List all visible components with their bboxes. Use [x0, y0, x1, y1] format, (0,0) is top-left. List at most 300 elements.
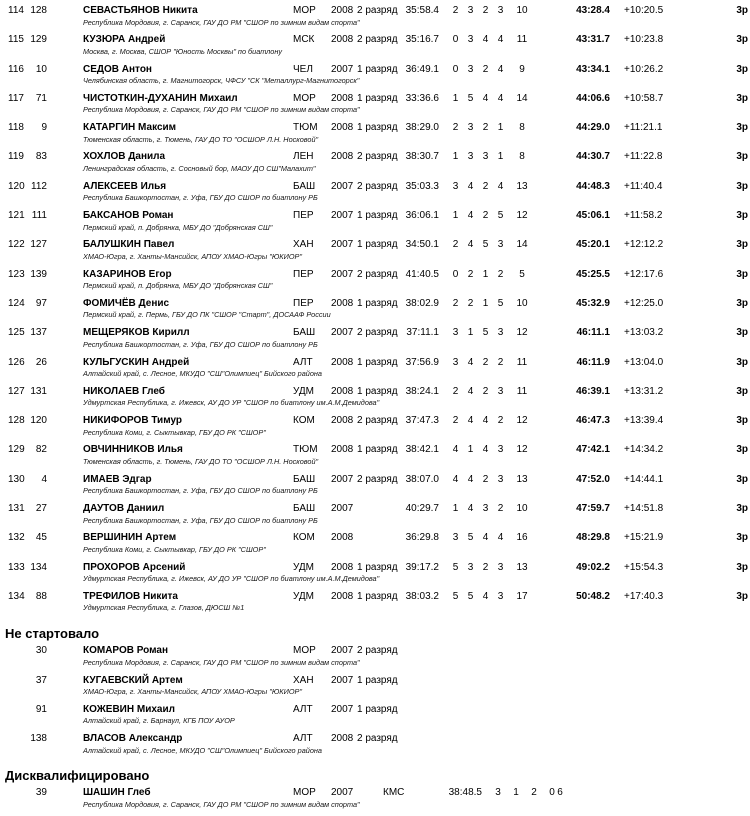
- birth-year: 2008: [331, 532, 354, 544]
- shooting-3: 3: [482, 151, 489, 163]
- result-time: 43:34.1: [576, 63, 610, 75]
- region-code: ТЮМ: [293, 444, 318, 456]
- sport-rank: 1 разряд: [357, 63, 398, 75]
- athlete-name: ФОМИЧЁВ Денис: [83, 297, 170, 309]
- bib-cell: 138: [30, 733, 47, 745]
- shooting-4: 4: [497, 63, 504, 75]
- shooting-2: 5: [467, 532, 474, 544]
- birth-year: 2008: [331, 561, 354, 573]
- shooting-1: 2: [452, 297, 459, 309]
- shooting-4: 2: [497, 503, 504, 515]
- bib-cell: 83: [35, 151, 47, 163]
- sport-rank: 1 разряд: [357, 297, 398, 309]
- birth-year: 2008: [331, 590, 354, 602]
- shooting-4: 0: [549, 787, 555, 799]
- gap-to-leader: +17:40.3: [624, 590, 664, 602]
- sport-rank: КМС: [383, 787, 405, 799]
- shooting-2: 3: [467, 63, 474, 75]
- awarded-rank: 3р: [736, 356, 748, 368]
- shooting-3: 4: [482, 590, 489, 602]
- sport-rank: 1 разряд: [357, 239, 398, 251]
- club-line: ХМАО-Югра, г. Ханты-Мансийск, АПОУ ХМАО-Югры "ЮКИОР": [83, 687, 302, 697]
- club-line: Ленинградская область, г. Сосновый бор, МАОУ ДО СШ"Малахит": [83, 163, 316, 173]
- shooting-3: 2: [482, 356, 489, 368]
- club-line: Тюменская область, г. Тюмень, ГАУ ДО ТО "ОСШОР Л.Н. Носковой": [83, 134, 319, 144]
- course-time: 35:58.4: [405, 5, 439, 16]
- awarded-rank: 3р: [736, 92, 748, 104]
- result-row: [0, 473, 750, 502]
- misses-total: 14: [516, 239, 528, 251]
- sport-rank: 1 разряд: [357, 561, 398, 573]
- region-code: АЛТ: [293, 703, 313, 715]
- awarded-rank: 3р: [736, 561, 748, 573]
- club-line: Тюменская область, г. Тюмень, ГАУ ДО ТО "ОСШОР Л.Н. Носковой": [83, 456, 319, 466]
- athlete-name: АЛЕКСЕЕВ Илья: [83, 180, 167, 192]
- region-code: БАШ: [293, 180, 316, 192]
- bib-cell: 71: [35, 92, 47, 104]
- result-time: 46:11.1: [576, 327, 610, 339]
- shooting-2: 4: [467, 356, 474, 368]
- region-code: ХАН: [293, 674, 314, 686]
- club-line: Удмуртская Республика, г. Ижевск, АУ ДО УР "СШОР по биатлону им.А.М.Демидова": [83, 574, 380, 584]
- gap-to-leader: +10:20.5: [624, 5, 664, 16]
- course-time: 36:06.1: [405, 210, 439, 222]
- athlete-name: ШАШИН Глеб: [83, 787, 151, 799]
- sport-rank: 1 разряд: [357, 356, 398, 368]
- shooting-2: 3: [467, 151, 474, 163]
- shooting-3: 1: [482, 268, 489, 280]
- result-time: 44:29.0: [576, 122, 610, 134]
- club-line: Челябинская область, г. Магнитогорск, ЧФСУ "СК "Металлург-Магнитогорск": [83, 76, 360, 86]
- sport-rank: 1 разряд: [357, 92, 398, 104]
- birth-year: 2008: [331, 122, 354, 134]
- bib-cell: 45: [35, 532, 47, 544]
- athlete-name: КАЗАРИНОВ Егор: [83, 268, 172, 280]
- awarded-rank: 3р: [736, 297, 748, 309]
- misses-total: 8: [519, 151, 525, 163]
- sport-rank: 2 разряд: [357, 473, 398, 485]
- sport-rank: 1 разряд: [357, 590, 398, 602]
- shooting-1: 3: [452, 356, 459, 368]
- place-cell: 118: [8, 122, 24, 134]
- shooting-1: 0: [452, 34, 459, 46]
- sport-rank: 1 разряд: [357, 210, 398, 222]
- athlete-name: ВЕРШИНИН Артем: [83, 532, 177, 544]
- region-code: УДМ: [293, 561, 315, 573]
- gap-to-leader: +13:04.0: [624, 356, 664, 368]
- region-code: МОР: [293, 5, 316, 16]
- course-time: 35:16.7: [405, 34, 439, 46]
- place-cell: 117: [8, 92, 24, 104]
- result-time: 47:42.1: [576, 444, 610, 456]
- result-row: [0, 209, 750, 238]
- shooting-2: 3: [467, 122, 474, 134]
- bib-cell: 127: [30, 239, 47, 251]
- shooting-2: 1: [467, 444, 474, 456]
- bib-cell: 97: [35, 297, 47, 309]
- gap-to-leader: +14:34.2: [624, 444, 664, 456]
- dns-row: [0, 732, 750, 761]
- result-time: 46:39.1: [576, 385, 610, 397]
- result-row: [0, 238, 750, 267]
- course-time: 36:29.8: [405, 532, 439, 544]
- course-time: 38:42.1: [405, 444, 439, 456]
- bib-cell: 131: [30, 385, 47, 397]
- gap-to-leader: +13:03.2: [624, 327, 664, 339]
- bib-cell: 4: [41, 473, 47, 485]
- birth-year: 2008: [331, 34, 354, 46]
- bib-cell: 129: [30, 34, 47, 46]
- result-row: [0, 590, 750, 619]
- place-cell: 120: [8, 180, 25, 192]
- dsq-row: [0, 786, 750, 815]
- sport-rank: 2 разряд: [357, 34, 398, 46]
- sport-rank: 2 разряд: [357, 645, 398, 657]
- shooting-4: 1: [497, 122, 504, 134]
- shooting-4: 2: [497, 415, 504, 427]
- result-row: [0, 33, 750, 62]
- club-line: Пермский край, п. Добрянка, МБУ ДО "Добрянская СШ": [83, 281, 273, 291]
- bib-cell: 39: [35, 787, 47, 799]
- awarded-rank: 3р: [736, 34, 748, 46]
- result-row: [0, 150, 750, 179]
- dsq-list: [0, 786, 750, 815]
- awarded-rank: 3р: [736, 5, 748, 16]
- shooting-4: 5: [497, 297, 504, 309]
- misses-total: 11: [516, 34, 528, 46]
- place-cell: 129: [8, 444, 25, 456]
- birth-year: 2008: [331, 151, 354, 163]
- result-row: [0, 443, 750, 472]
- result-row: [0, 268, 750, 297]
- dns-row: [0, 703, 750, 732]
- region-code: ХАН: [293, 239, 314, 251]
- course-time: 35:03.3: [405, 180, 439, 192]
- place-cell: 130: [8, 473, 25, 485]
- misses-total: 9: [519, 63, 525, 75]
- region-code: АЛТ: [293, 356, 313, 368]
- result-row: [0, 414, 750, 443]
- result-row: [0, 561, 750, 590]
- place-cell: 132: [8, 532, 25, 544]
- result-time: 44:30.7: [576, 151, 610, 163]
- region-code: БАШ: [293, 327, 316, 339]
- result-time: 47:52.0: [576, 473, 610, 485]
- course-time: 40:29.7: [405, 503, 439, 515]
- misses-total: 12: [516, 327, 528, 339]
- result-time: 46:11.9: [576, 356, 610, 368]
- bib-cell: 139: [30, 268, 47, 280]
- athlete-name: ХОХЛОВ Данила: [83, 151, 166, 163]
- shooting-1: 0: [452, 63, 459, 75]
- gap-to-leader: +11:40.4: [624, 180, 663, 192]
- birth-year: 2007: [331, 787, 354, 799]
- misses-total: 13: [516, 561, 528, 573]
- awarded-rank: 3р: [736, 63, 748, 75]
- place-cell: 126: [8, 356, 25, 368]
- shooting-4: 2: [497, 356, 504, 368]
- bib-cell: 120: [30, 415, 47, 427]
- athlete-name: БАЛУШКИН Павел: [83, 239, 175, 251]
- shooting-4: 1: [497, 151, 504, 163]
- shooting-4: 3: [497, 385, 504, 397]
- shooting-1: 3: [495, 787, 501, 799]
- shooting-1: 2: [452, 385, 459, 397]
- region-code: БАШ: [293, 473, 316, 485]
- shooting-4: 4: [497, 34, 504, 46]
- athlete-name: КАТАРГИН Максим: [83, 122, 177, 134]
- result-row: [0, 121, 750, 150]
- club-line: Алтайский край, с. Лесное, МКУДО "СШ"Олимпиец" Бийского района: [83, 369, 322, 379]
- shooting-2: 1: [513, 787, 519, 799]
- shooting-2: 2: [467, 297, 474, 309]
- bib-cell: 112: [31, 180, 47, 192]
- place-cell: 124: [8, 297, 25, 309]
- sport-rank: 1 разряд: [357, 122, 398, 134]
- sport-rank: 2 разряд: [357, 327, 398, 339]
- birth-year: 2007: [331, 63, 354, 75]
- shooting-2: 4: [467, 415, 474, 427]
- shooting-3: 2: [482, 385, 489, 397]
- bib-cell: 82: [35, 444, 47, 456]
- misses-total: 12: [516, 444, 528, 456]
- misses-total: 10: [516, 503, 528, 515]
- course-time: 38:02.9: [405, 297, 439, 309]
- gap-to-leader: +11:21.1: [624, 122, 663, 134]
- bib-cell: 9: [41, 122, 47, 134]
- sport-rank: 2 разряд: [357, 180, 398, 192]
- misses-total: 10: [516, 5, 528, 16]
- birth-year: 2007: [331, 239, 354, 251]
- birth-year: 2007: [331, 210, 354, 222]
- result-time: 45:20.1: [576, 239, 610, 251]
- gap-to-leader: +12:12.2: [624, 239, 664, 251]
- shooting-3: 4: [482, 444, 489, 456]
- result-time: 44:48.3: [576, 180, 610, 192]
- awarded-rank: 3р: [736, 385, 748, 397]
- result-row: [0, 502, 750, 531]
- gap-to-leader: +10:23.8: [624, 34, 664, 46]
- birth-year: 2008: [331, 415, 354, 427]
- misses-total: 12: [516, 210, 528, 222]
- shooting-3: 4: [482, 34, 489, 46]
- athlete-name: НИКИФОРОВ Тимур: [83, 415, 183, 427]
- shooting-3: 2: [482, 63, 489, 75]
- athlete-name: КОЖЕВИН Михаил: [83, 703, 175, 715]
- shooting-1: 5: [452, 561, 459, 573]
- course-time: 37:56.9: [405, 356, 439, 368]
- course-time: 38:07.0: [405, 473, 439, 485]
- shooting-1: 4: [452, 444, 459, 456]
- awarded-rank: 3р: [736, 239, 748, 251]
- region-code: КОМ: [293, 532, 315, 544]
- athlete-name: КУЛЬГУСКИН Андрей: [83, 356, 190, 368]
- club-line: Республика Мордовия, г. Саранск, ГАУ ДО РМ "СШОР по зимним видам спорта": [83, 105, 360, 115]
- shooting-2: 1: [467, 327, 474, 339]
- awarded-rank: 3р: [736, 122, 748, 134]
- place-cell: 116: [8, 63, 24, 75]
- club-line: ХМАО-Югра, г. Ханты-Мансийск, АПОУ ХМАО-Югры "ЮКИОР": [83, 251, 302, 261]
- shooting-3: 2: [482, 210, 489, 222]
- place-cell: 131: [8, 503, 25, 515]
- place-cell: 119: [8, 151, 24, 163]
- region-code: ЧЕЛ: [293, 63, 313, 75]
- misses-total: 13: [516, 473, 528, 485]
- awarded-rank: 3р: [736, 503, 748, 515]
- awarded-rank: 3р: [736, 590, 748, 602]
- shooting-4: 3: [497, 444, 504, 456]
- club-line: Москва, г. Москва, СШОР "Юность Москвы" по биатлону: [83, 46, 283, 56]
- region-code: МОР: [293, 92, 316, 104]
- bib-cell: 137: [30, 327, 47, 339]
- awarded-rank: 3р: [736, 180, 748, 192]
- shooting-3: 2: [482, 5, 489, 16]
- awarded-rank: 3р: [736, 268, 748, 280]
- gap-to-leader: +13:39.4: [624, 415, 664, 427]
- result-time: 48:29.8: [576, 532, 610, 544]
- place-cell: 128: [8, 415, 25, 427]
- shooting-3: 2: [482, 561, 489, 573]
- dns-row: [0, 644, 750, 673]
- athlete-name: ТРЕФИЛОВ Никита: [83, 590, 178, 602]
- shooting-2: 5: [467, 590, 474, 602]
- dns-row: [0, 674, 750, 703]
- course-time: 33:36.6: [405, 92, 439, 104]
- course-time: 37:11.1: [406, 327, 439, 339]
- bib-cell: 26: [35, 356, 47, 368]
- shooting-2: 4: [467, 180, 474, 192]
- sport-rank: 1 разряд: [357, 674, 398, 686]
- shooting-2: 4: [467, 473, 474, 485]
- region-code: ПЕР: [293, 297, 314, 309]
- shooting-3: 2: [531, 787, 537, 799]
- athlete-name: СЕДОВ Антон: [83, 63, 152, 75]
- shooting-3: 5: [482, 239, 489, 251]
- shooting-4: 4: [497, 92, 504, 104]
- shooting-1: 2: [452, 122, 459, 134]
- bib-cell: 27: [35, 503, 47, 515]
- shooting-3: 3: [482, 503, 489, 515]
- result-row: [0, 326, 750, 355]
- place-cell: 121: [8, 210, 25, 222]
- misses-total: 6: [557, 787, 563, 799]
- region-code: УДМ: [293, 385, 315, 397]
- shooting-1: 4: [452, 473, 459, 485]
- shooting-3: 2: [482, 122, 489, 134]
- region-code: ТЮМ: [293, 122, 318, 134]
- result-row: [0, 180, 750, 209]
- awarded-rank: 3р: [736, 532, 748, 544]
- shooting-1: 1: [452, 92, 459, 104]
- shooting-1: 2: [452, 239, 459, 251]
- shooting-1: 2: [452, 5, 459, 16]
- awarded-rank: 3р: [736, 415, 748, 427]
- gap-to-leader: +15:21.9: [624, 532, 664, 544]
- bib-cell: 10: [35, 63, 47, 75]
- gap-to-leader: +13:31.2: [624, 385, 664, 397]
- shooting-1: 3: [452, 532, 459, 544]
- awarded-rank: 3р: [736, 444, 748, 456]
- shooting-3: 2: [482, 473, 489, 485]
- gap-to-leader: +12:17.6: [624, 268, 664, 280]
- course-time: 38:24.1: [405, 385, 439, 397]
- shooting-4: 2: [497, 268, 504, 280]
- birth-year: 2008: [331, 297, 354, 309]
- athlete-name: ПРОХОРОВ Арсений: [83, 561, 186, 573]
- shooting-2: 4: [467, 239, 474, 251]
- bib-cell: 134: [30, 561, 47, 573]
- region-code: ЛЕН: [293, 151, 314, 163]
- club-line: Республика Мордовия, г. Саранск, ГАУ ДО РМ "СШОР по зимним видам спорта": [83, 17, 360, 27]
- result-time: 44:06.6: [576, 92, 610, 104]
- course-time: 41:40.5: [405, 268, 439, 280]
- bib-cell: 88: [35, 590, 47, 602]
- club-line: Пермский край, г. Пермь, ГБУ ДО ПК "СШОР "Старт", ДОСААФ России: [83, 310, 331, 320]
- awarded-rank: 3р: [736, 151, 748, 163]
- shooting-2: 3: [467, 34, 474, 46]
- shooting-4: 3: [497, 590, 504, 602]
- dns-section-title: Не стартовало: [5, 626, 100, 642]
- shooting-3: 2: [482, 180, 489, 192]
- gap-to-leader: +12:25.0: [624, 297, 664, 309]
- club-line: Удмуртская Республика, г. Ижевск, АУ ДО УР "СШОР по биатлону им.А.М.Демидова": [83, 398, 380, 408]
- course-time: 38:30.7: [405, 151, 439, 163]
- result-time: 49:02.2: [576, 561, 610, 573]
- birth-year: 2008: [331, 385, 354, 397]
- club-line: Республика Башкортостан, г. Уфа, ГБУ ДО СШОР по биатлону РБ: [83, 486, 318, 496]
- athlete-name: СЕВАСТЬЯНОВ Никита: [83, 5, 198, 16]
- course-time: 34:50.1: [405, 239, 439, 251]
- place-cell: 133: [8, 561, 25, 573]
- shooting-2: 5: [467, 92, 474, 104]
- shooting-1: 1: [452, 503, 459, 515]
- athlete-name: ИМАЕВ Эдгар: [83, 473, 152, 485]
- awarded-rank: 3р: [736, 327, 748, 339]
- misses-total: 8: [519, 122, 525, 134]
- shooting-1: 2: [452, 415, 459, 427]
- result-row: [0, 92, 750, 121]
- misses-total: 11: [516, 385, 528, 397]
- place-cell: 122: [8, 239, 25, 251]
- gap-to-leader: +11:58.2: [624, 210, 663, 222]
- bib-cell: 128: [30, 5, 47, 16]
- athlete-name: НИКОЛАЕВ Глеб: [83, 385, 165, 397]
- club-line: Республика Коми, г. Сыктывкар, ГБУ ДО РК "СШОР": [83, 427, 266, 437]
- sport-rank: 2 разряд: [357, 733, 398, 745]
- shooting-4: 3: [497, 239, 504, 251]
- birth-year: 2008: [331, 356, 354, 368]
- gap-to-leader: +10:26.2: [624, 63, 664, 75]
- gap-to-leader: +15:54.3: [624, 561, 664, 573]
- shooting-3: 4: [482, 92, 489, 104]
- birth-year: 2007: [331, 703, 354, 715]
- birth-year: 2007: [331, 645, 354, 657]
- result-time: 50:48.2: [576, 590, 610, 602]
- result-time: 45:32.9: [576, 297, 610, 309]
- region-code: БАШ: [293, 503, 316, 515]
- place-cell: 134: [8, 590, 25, 602]
- result-time: 43:31.7: [576, 34, 610, 46]
- result-time: 45:25.5: [576, 268, 610, 280]
- shooting-3: 4: [482, 532, 489, 544]
- misses-total: 13: [516, 180, 528, 192]
- gap-to-leader: +14:51.8: [624, 503, 664, 515]
- bib-cell: 37: [35, 674, 47, 686]
- athlete-name: КОМАРОВ Роман: [83, 645, 169, 657]
- result-time: 43:28.4: [576, 5, 610, 16]
- athlete-name: КУЗЮРА Андрей: [83, 34, 166, 46]
- misses-total: 10: [516, 297, 528, 309]
